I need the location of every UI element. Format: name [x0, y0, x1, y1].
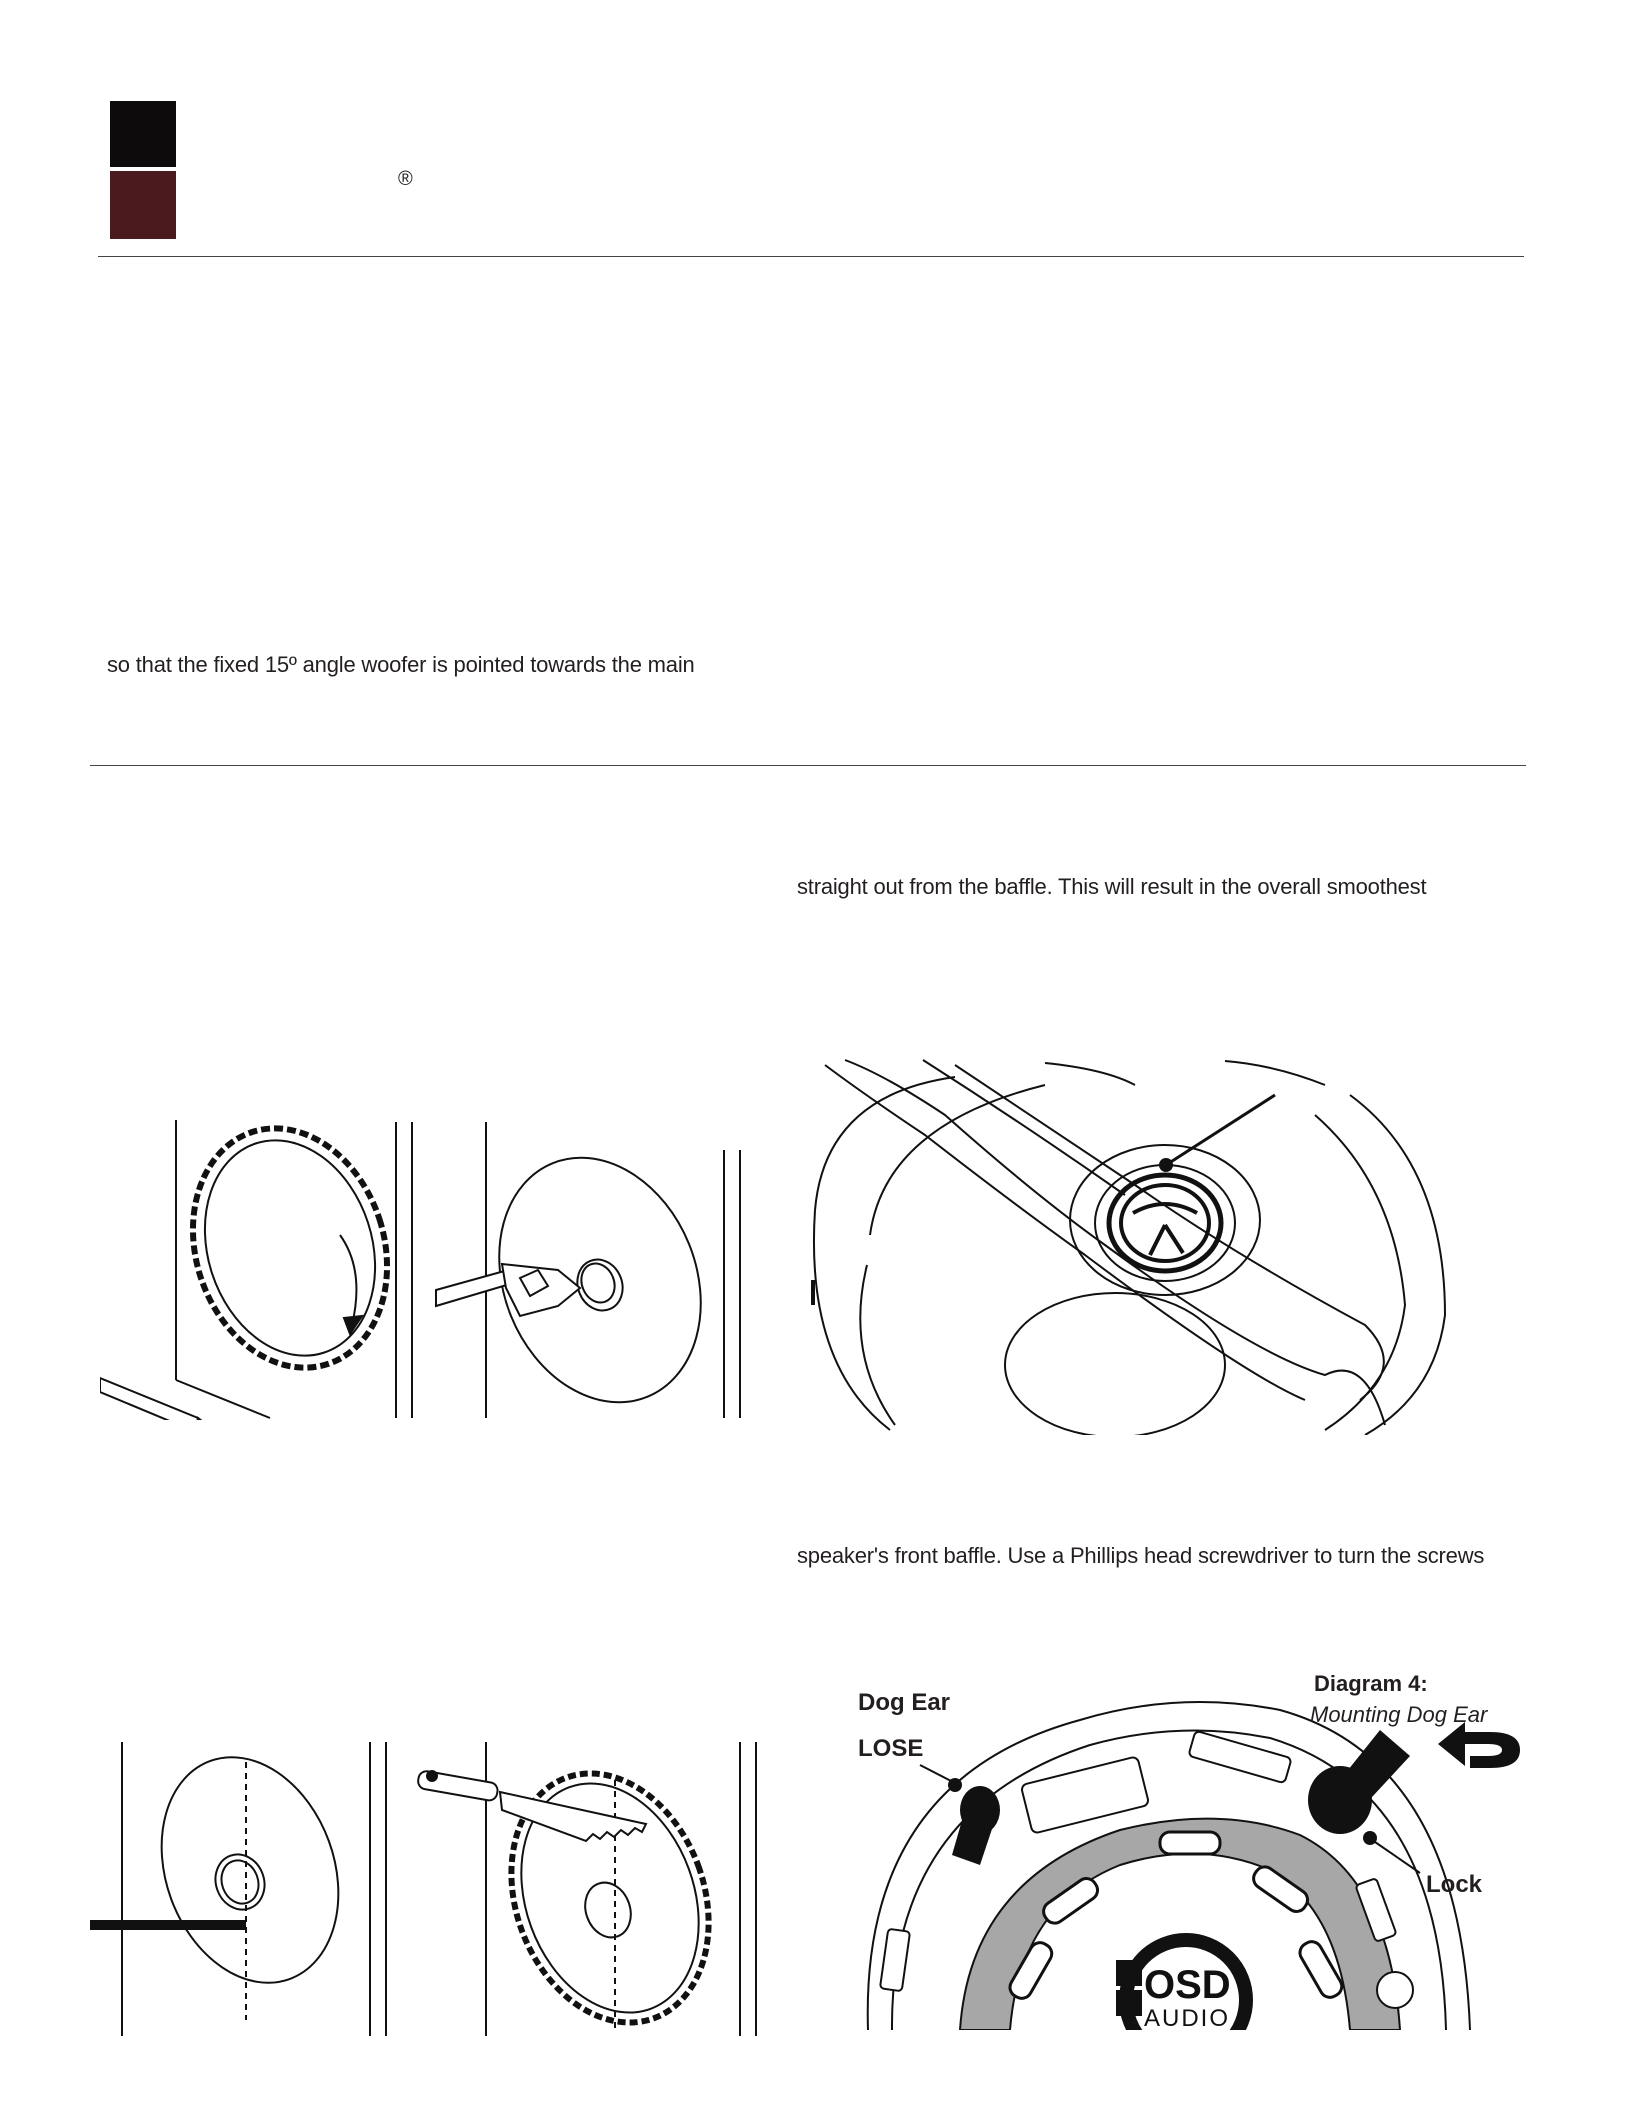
rotate-lock-icon [1438, 1722, 1520, 1768]
brand-osd: OSD [1144, 1963, 1231, 2007]
terminal-cup [1021, 1756, 1150, 1834]
level-bar [90, 1920, 246, 1930]
brand-block-top [1116, 1960, 1142, 1986]
logo-block-top [110, 101, 176, 167]
section-rule [90, 765, 1526, 766]
woofer-cone [1005, 1293, 1225, 1435]
label-lock: Lock [1426, 1871, 1483, 1898]
pilot-hole [570, 1253, 630, 1318]
sawn-edge [478, 1746, 742, 2040]
pencil [100, 1378, 222, 1420]
mark-centerline-illustration [90, 1740, 420, 2040]
diagram4-title: Diagram 4: [1314, 1671, 1428, 1696]
text-baffle-line: straight out from the baffle. This will result in the overall smoothest [797, 874, 1427, 899]
speaker-rim-outer [815, 1077, 955, 1210]
registered-mark: ® [398, 168, 413, 190]
trace-cutout-illustration [100, 1120, 420, 1420]
cutout-circle [131, 1740, 368, 2008]
callout-dot [1159, 1158, 1173, 1172]
diagram-4-dog-ear [820, 1660, 1530, 2030]
tweeter-pivot-illustration [805, 1055, 1470, 1435]
tweeter-guard [1133, 1204, 1197, 1255]
brand-audio: AUDIO [1144, 2005, 1231, 2030]
tweeter-dome-ring [1109, 1175, 1221, 1271]
trace-direction-arrow [340, 1235, 356, 1325]
label-dog-ear: Dog Ear [858, 1689, 951, 1716]
traced-outline [163, 1120, 417, 1393]
saw-cutout-illustration [410, 1740, 770, 2040]
diagram4-subtitle: Mounting Dog Ear [1310, 1702, 1488, 1727]
drill-pilot-hole-illustration [430, 1120, 750, 1420]
brand-block-bottom [1116, 1990, 1142, 2016]
pilot-hole [208, 1847, 272, 1916]
jab-saw [417, 1770, 646, 1841]
logo-block-bottom [110, 171, 176, 239]
pilot-hole [578, 1876, 638, 1944]
label-lose: LOSE [858, 1735, 924, 1762]
text-woofer-line: so that the fixed 15º angle woofer is pointed towards the main [107, 652, 695, 677]
header-rule [98, 256, 1524, 257]
callout-line [1166, 1095, 1275, 1165]
text-screws-line: speaker's front baffle. Use a Phillips head screwdriver to turn the screws [797, 1543, 1485, 1568]
